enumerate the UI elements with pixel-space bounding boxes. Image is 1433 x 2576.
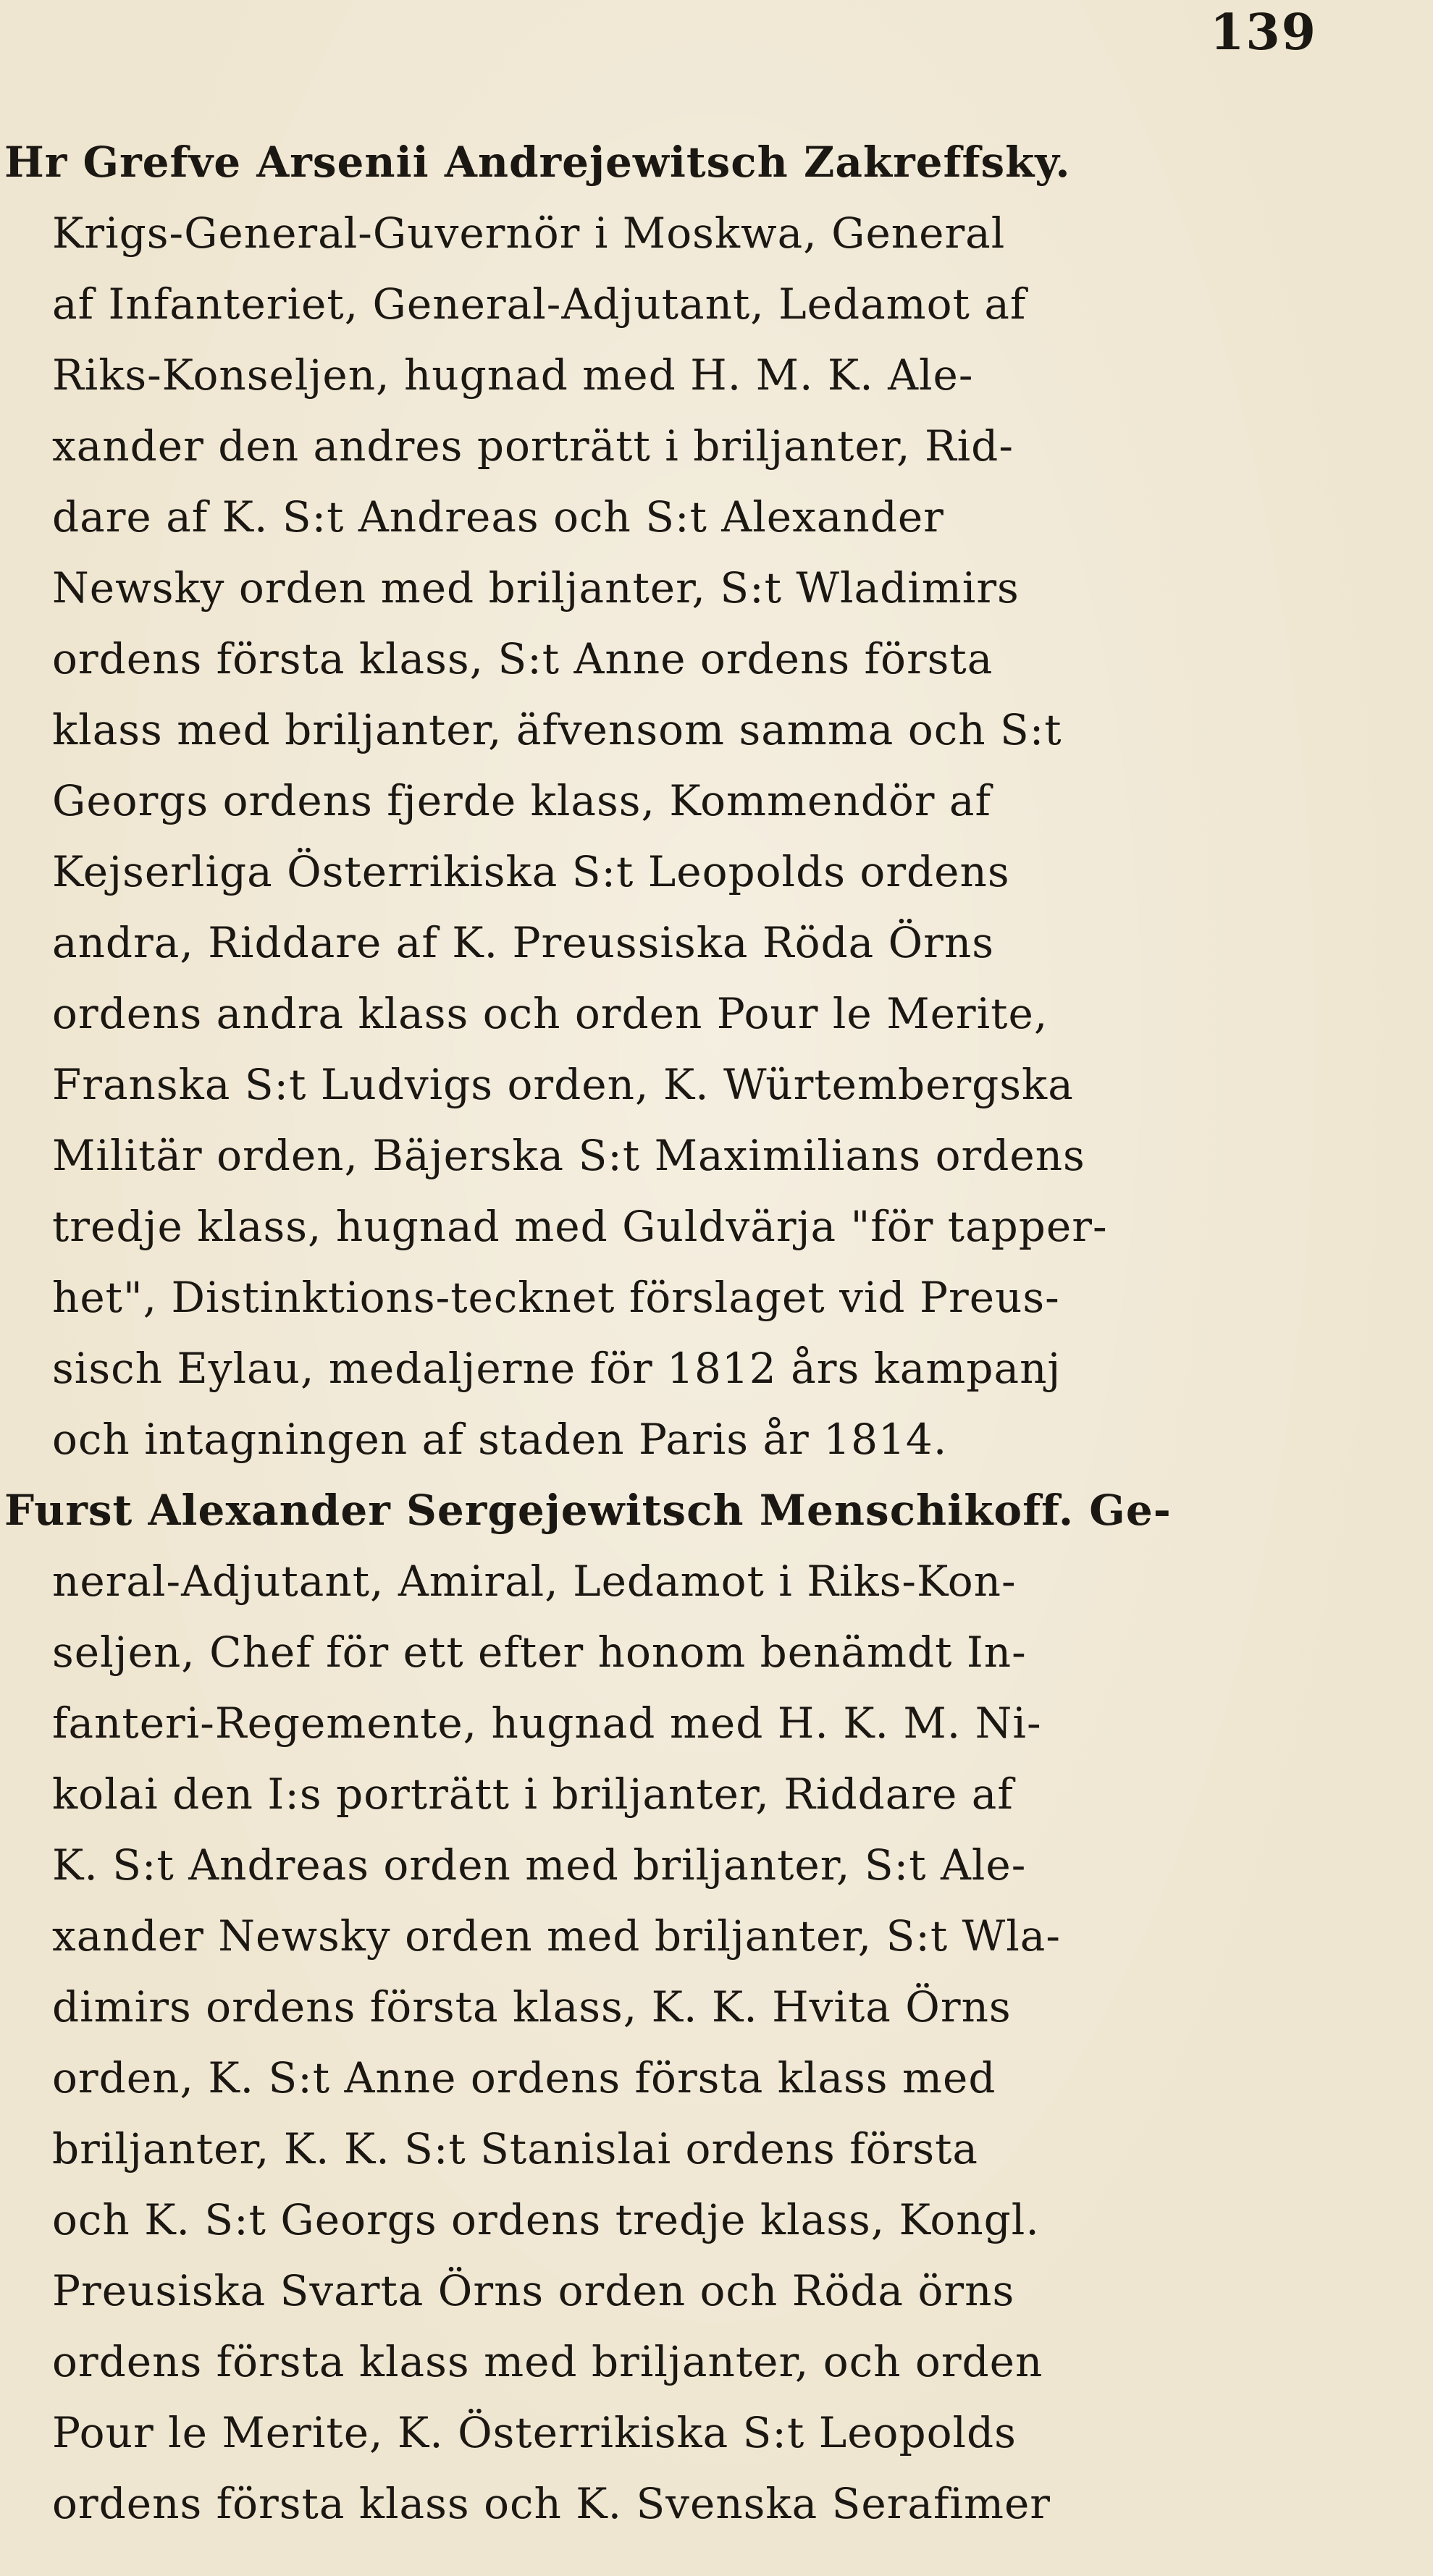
entry-2-line-8: dimirs ordens första klass, K. K. Hvita Örns [52,1982,1012,2032]
entry-1-line-2: Krigs-General-Guvernör i Moskwa, General [52,209,1006,258]
entry-1-line-9: klass med briljanter, äfvensom samma och S:t [52,705,1062,754]
entry-1-line-8: ordens första klass, S:t Anne ordens första [52,634,993,683]
entry-1-line-19: och intagningen af staden Paris år 1814. [52,1415,948,1464]
entry-2-line-11: och K. S:t Georgs ordens tredje klass, Kongl. [52,2195,1040,2244]
entry-2-line-9: orden, K. S:t Anne ordens första klass med [52,2053,996,2103]
entry-1-line-13: ordens andra klass och orden Pour le Merite, [52,989,1049,1038]
entry-2-line-2: neral-Adjutant, Amiral, Ledamot i Riks-Kon- [52,1557,1017,1606]
page-text [0,127,1433,2539]
entry-2-line-15: ordens första klass och K. Svenska Serafimer [52,2479,1051,2528]
entry-1-line-6: dare af K. S:t Andreas och S:t Alexander [52,492,944,542]
entry-1-line-3: af Infanteriet, General-Adjutant, Ledamot af [52,279,1027,329]
entry-1-line-14: Franska S:t Ludvigs orden, K. Würtembergska [52,1060,1074,1109]
entry-1-line-10: Georgs ordens fjerde klass, Kommendör af [52,776,991,825]
entry-2-line-1: Furst Alexander Sergejewitsch Menschikoff. Ge- [4,1486,1172,1535]
entry-2-line-13: ordens första klass med briljanter, och orden [52,2337,1043,2386]
page-number: 139 [1210,4,1317,62]
entry-1-line-15: Militär orden, Bäjerska S:t Maximilians ordens [52,1131,1085,1180]
entry-2-line-6: K. S:t Andreas orden med briljanter, S:t Ale- [52,1840,1027,1890]
entry-2-line-14: Pour le Merite, K. Österrikiska S:t Leopolds [52,2408,1017,2457]
entry-2-line-7: xander Newsky orden med briljanter, S:t Wla- [52,1911,1061,1961]
entry-1-line-11: Kejserliga Österrikiska S:t Leopolds ordens [52,847,1010,896]
entry-2-line-12: Preusiska Svarta Örns orden och Röda örns [52,2266,1015,2315]
entry-2-line-10: briljanter, K. K. S:t Stanislai ordens första [52,2124,978,2173]
entry-2-line-5: kolai den I:s porträtt i briljanter, Riddare af [52,1769,1014,1819]
entry-1-line-16: tredje klass, hugnad med Guldvärja "för tapper- [52,1202,1108,1251]
entry-1-line-4: Riks-Konseljen, hugnad med H. M. K. Ale- [52,350,974,400]
entry-1-line-1: Hr Grefve Arsenii Andrejewitsch Zakreffsky. [4,138,1071,187]
entry-1-line-7: Newsky orden med briljanter, S:t Wladimirs [52,563,1020,613]
entry-1-line-12: andra, Riddare af K. Preussiska Röda Örns [52,918,995,967]
entry-2-line-4: fanteri-Regemente, hugnad med H. K. M. Ni- [52,1699,1042,1748]
entry-2-line-3: seljen, Chef för ett efter honom benämdt In- [52,1628,1027,1677]
entry-1-line-5: xander den andres porträtt i briljanter, Rid- [52,421,1014,471]
entry-1-line-17: het", Distinktions-tecknet förslaget vid Preus- [52,1273,1060,1322]
entry-1-line-18: sisch Eylau, medaljerne för 1812 års kampanj [52,1344,1062,1393]
